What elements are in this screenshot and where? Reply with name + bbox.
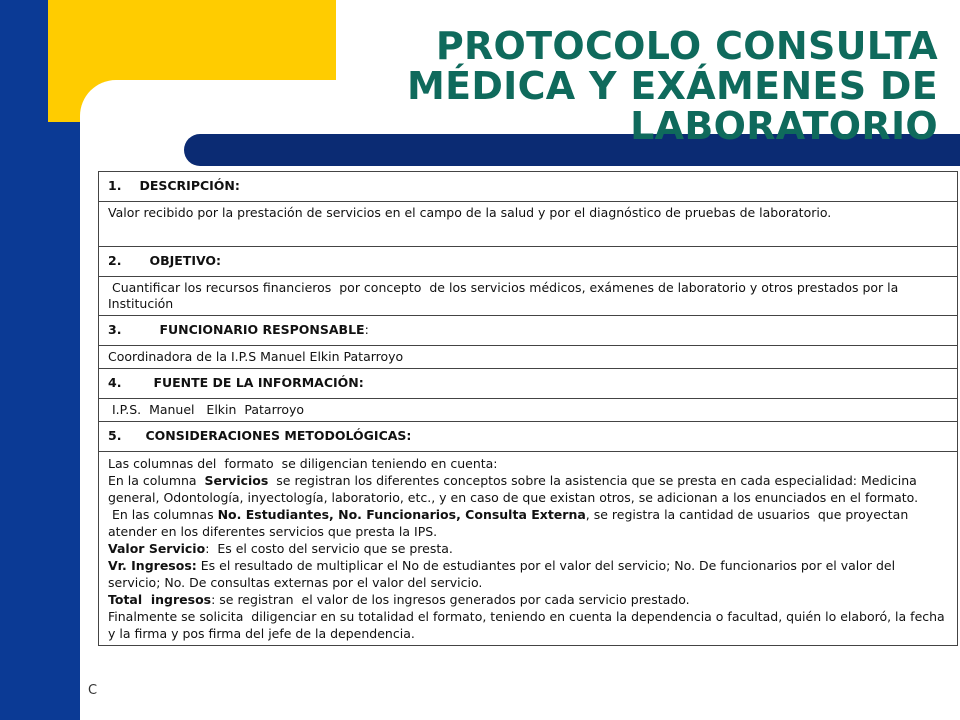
section-2-body-row bbox=[99, 277, 958, 316]
section-3-header-row bbox=[99, 316, 958, 346]
section-1-heading: DESCRIPCIÓN: bbox=[139, 178, 240, 193]
footer-text: C bbox=[88, 683, 98, 698]
section-4-header: 4. FUENTE DE LA INFORMACIÓN: bbox=[99, 369, 958, 399]
section-1-header: 1. DESCRIPCIÓN: bbox=[99, 172, 958, 202]
section-3-heading: FUNCIONARIO RESPONSABLE bbox=[159, 322, 365, 337]
section-4-body: I.P.S. Manuel Elkin Patarroyo bbox=[99, 399, 958, 422]
section-5-header-row bbox=[99, 422, 958, 452]
protocol-table bbox=[98, 171, 958, 646]
section-2-header: 2. OBJETIVO: bbox=[99, 247, 958, 277]
section-3-header: 3. FUNCIONARIO RESPONSABLE: bbox=[99, 316, 958, 346]
section-1-header-row bbox=[99, 172, 958, 202]
section-3-body: Coordinadora de la I.P.S Manuel Elkin Patarroyo bbox=[99, 346, 958, 369]
section-4-heading: FUENTE DE LA INFORMACIÓN: bbox=[153, 375, 364, 390]
section-5-body-row bbox=[99, 452, 958, 646]
section-5-heading: CONSIDERACIONES METODOLÓGICAS: bbox=[145, 428, 412, 443]
section-1-body-row bbox=[99, 202, 958, 247]
section-4-body-row bbox=[99, 399, 958, 422]
left-blue-band bbox=[0, 0, 48, 720]
left-blue-stripe bbox=[48, 122, 80, 720]
page-title: PROTOCOLO CONSULTA MÉDICA Y EXÁMENES DE LABORATORIO bbox=[406, 24, 938, 148]
section-1-body: Valor recibido por la prestación de servicios en el campo de la salud y por el diagnóstico de pruebas de laboratorio. bbox=[99, 202, 958, 247]
section-5-header: 5. CONSIDERACIONES METODOLÓGICAS: bbox=[99, 422, 958, 452]
section-5-body: Las columnas del formato se diligencian teniendo en cuenta: En la columna Servicios se registran los diferentes conceptos sobre la asistencia que se presta en cada especialidad: Medicina general, Odontología, inyectología, laboratorio, etc., y en caso de que existan otros, se adicionan a los enunciados en el formato. En las columnas No. Estudiantes, No. Funcionarios, Consulta Externa, se registra la cantidad de usuarios que proyectan atender en los diferentes servicios que presta la IPS. Valor Servicio: Es el costo del servicio que se presta. Vr. Ingresos: Es el resultado de multiplicar el No de estudiantes por el valor del servicio; No. De funcionarios por el valor del servicio; No. De consultas externas por el valor del servicio. Total ingresos: se registran el valor de los ingresos generados por cada servicio prestado. Finalmente se solicita diligenciar en su totalidad el formato, teniendo en cuenta la dependencia o facultad, quién lo elaboró, la fecha y la firma y pos firma del jefe de la dependencia. bbox=[99, 452, 958, 646]
section-2-heading: OBJETIVO: bbox=[149, 253, 222, 268]
section-3-body-row bbox=[99, 346, 958, 369]
section-2-header-row bbox=[99, 247, 958, 277]
section-4-header-row bbox=[99, 369, 958, 399]
section-2-body: Cuantificar los recursos financieros por concepto de los servicios médicos, exámenes de laboratorio y otros prestados por la Institución bbox=[99, 277, 958, 316]
